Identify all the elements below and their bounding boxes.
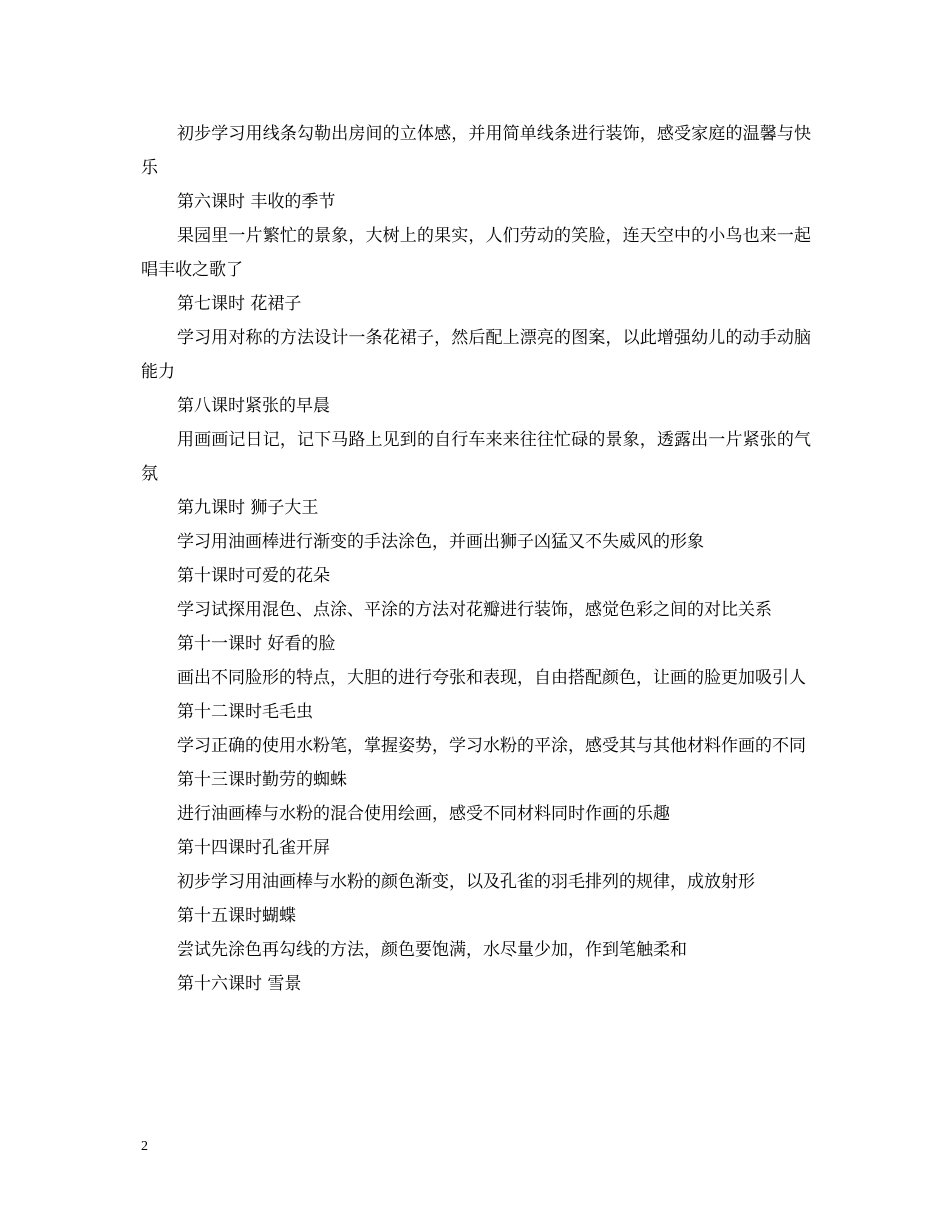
paragraph-lesson5-description: 初步学习用线条勾勒出房间的立体感，并用简单线条进行装饰，感受家庭的温馨与快乐 bbox=[141, 124, 811, 178]
paragraph-lesson9-description: 学习用油画棒进行渐变的手法涂色，并画出狮子凶猛又不失威风的形象 bbox=[177, 532, 704, 552]
paragraph-lesson10-description: 学习试探用混色、点涂、平涂的方法对花瓣进行装饰，感觉色彩之间的对比关系 bbox=[177, 600, 772, 620]
lesson-heading-12: 第十二课时毛毛虫 bbox=[177, 702, 313, 722]
lesson-heading-14: 第十四课时孔雀开屏 bbox=[177, 838, 330, 858]
page-number: 2 bbox=[141, 1139, 148, 1154]
paragraph-lesson13-description: 进行油画棒与水粉的混合使用绘画，感受不同材料同时作画的乐趣 bbox=[177, 804, 670, 824]
lesson-heading-16: 第十六课时 雪景 bbox=[177, 974, 302, 994]
lesson-heading-10: 第十课时可爱的花朵 bbox=[177, 566, 330, 586]
paragraph-lesson14-description: 初步学习用油画棒与水粉的颜色渐变，以及孔雀的羽毛排列的规律，成放射形 bbox=[177, 872, 755, 892]
lesson-heading-9: 第九课时 狮子大王 bbox=[177, 498, 319, 518]
paragraph-lesson6-description: 果园里一片繁忙的景象，大树上的果实，人们劳动的笑脸，连天空中的小鸟也来一起唱丰收之歌了 bbox=[141, 226, 811, 280]
lesson-heading-13: 第十三课时勤劳的蜘蛛 bbox=[177, 770, 347, 790]
paragraph-lesson7-description: 学习用对称的方法设计一条花裙子，然后配上漂亮的图案，以此增强幼儿的动手动脑能力 bbox=[141, 328, 811, 382]
lesson-heading-8: 第八课时紧张的早晨 bbox=[177, 396, 330, 416]
paragraph-lesson12-description: 学习正确的使用水粉笔，掌握姿势，学习水粉的平涂，感受其与其他材料作画的不同 bbox=[177, 736, 806, 756]
paragraph-lesson8-description: 用画画记日记，记下马路上见到的自行车来来往往忙碌的景象，透露出一片紧张的气氛 bbox=[141, 430, 811, 484]
lesson-heading-15: 第十五课时蝴蝶 bbox=[177, 906, 296, 926]
lesson-heading-6: 第六课时 丰收的季节 bbox=[177, 192, 336, 212]
lesson-heading-7: 第七课时 花裙子 bbox=[177, 294, 302, 314]
lesson-heading-11: 第十一课时 好看的脸 bbox=[177, 634, 336, 654]
paragraph-lesson11-description: 画出不同脸形的特点，大胆的进行夸张和表现，自由搭配颜色，让画的脸更加吸引人 bbox=[177, 668, 806, 688]
paragraph-lesson15-description: 尝试先涂色再勾线的方法，颜色要饱满，水尽量少加，作到笔触柔和 bbox=[177, 940, 687, 960]
document-body bbox=[141, 117, 811, 1001]
